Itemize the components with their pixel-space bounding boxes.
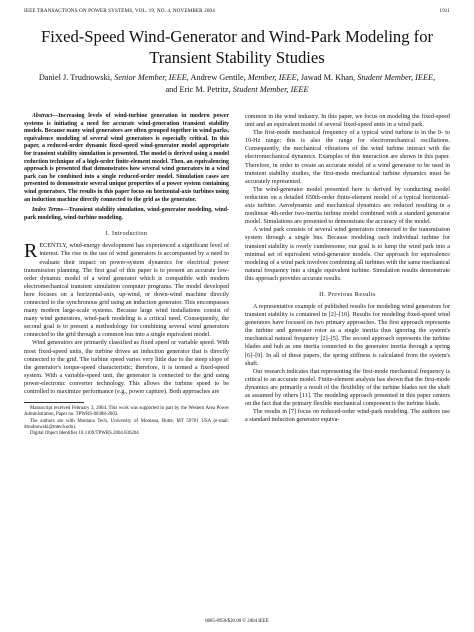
intro-paragraph-1-text: ECENTLY, wind-energy development has experienced a significant level of interest. The rise in the use of wind generators is accompanied by a need to evaluate their impact on power-system dynamics for electrical power transmission planning. The first goal of this paper is to present an accurate low-order dynamic model of a wind generator which is compatible with modern electromechanical transient simulation computer programs. The model developed here focuses on a horizontal-axis, up-wind, or down-wind machine directly connected to the synchronous grid using an induction generator. This encompasses many modern large-scale systems. Because large wind installations consist of many wind generators, wind-park modeling is a critical need. Consequently, the second goal is to present a methodology for combining several wind generators connected to the grid through a common bus into a single equivalent model. <box>24 243 229 339</box>
abstract-label: Abstract— <box>32 113 59 119</box>
copyright-identifier: 0885-8950/$20.00 © 2004 IEEE <box>205 619 269 624</box>
index-terms <box>24 207 229 222</box>
section-heading-previous-results: II. Previous Results <box>319 290 376 298</box>
journal-citation: IEEE TRANSACTIONS ON POWER SYSTEMS, VOL. 19, NO. 4, NOVEMBER 2004 <box>24 8 215 14</box>
page-number: 1911 <box>439 8 450 14</box>
footnote-manuscript: Manuscript received February 3, 2004. This work was supported in part by the Western Area Power Administration, Paper no. TPWRS-00388-2003. <box>24 406 229 418</box>
author-list <box>24 72 450 96</box>
section-heading-introduction: I. Introduction <box>105 230 148 238</box>
body-paragraph: The wind-generator model presented here is derived by conducting model reduction on a detailed 650th-order finite-element model of a typical horizontal-axis turbine. Aerodynamic and mechanical dynamics are reduced resulting in a nonlinear 4th-order two-inertia turbine model combined with a standard generator model. Simulations are presented to demonstrate the accuracy of the model. <box>245 186 450 226</box>
intro-paragraph-2: Wind generators are primarily classified as fixed speed or variable speed. With most fixed-speed units, the turbine drives an induction generator that is directly connected to the grid. The turbine speed varies very little due to the steep slope of the generator's torque-speed characteristic; therefore, it is termed a fixed-speed system. With a variable-speed unit, the generator is connected to the grid using power-electronic converter technology. This allows the turbine speed to be controlled to maximize performance (e.g., power capture). Both approaches are <box>24 340 229 395</box>
index-terms-label: Index Terms— <box>32 207 69 214</box>
author-name: Daniel J. Trudnowski, <box>38 73 115 82</box>
abstract <box>24 113 229 204</box>
body-paragraph: common in the wind industry. In this paper, we focus on modeling the fixed-speed unit and an equivalent model of several fixed-speed units in a wind park. <box>245 114 450 129</box>
abstract-text: Increasing levels of wind-turbine generation in modern power systems is initiating a need for accurate wind-generation transient stability models. Because many wind generators are often grouped together in wind parks, equivalence modeling of several wind generators is especially critical. In this paper, a reduced-order dynamic fixed-speed wind-generator model appropriate for transient stability simulation is presented. The model is derived using a model reduction technique of a high-order finite-element model. Then, an equivalencing approach is presented that demonstrates how several wind generators in a wind park can be combined into a single reduced-order model. Simulation cases are presented to demonstrate several unique properties of a power system containing wind generators. The results in this paper focus on horizontal-axis turbines using an induction machine directly connected to the grid as the generator. <box>24 113 229 203</box>
paper-title: Fixed-Speed Wind-Generator and Wind-Park Modeling for Transient Stability Studies <box>40 27 434 67</box>
author-line-1 <box>24 72 450 84</box>
body-paragraph: The first-mode mechanical frequency of a typical wind turbine is in the 0- to 10-Hz range; this is also the range for electromechanical oscillations. Consequently, the mechanical vibrations of the wind turbine interact with the electromechanical dynamics. Examples of this interaction are shown in this paper. Therefore, in order to create an accurate model of a wind generator to be used in transient stability studies, the first-mode mechanical turbine dynamics must be accurately represented. <box>245 130 450 185</box>
author-separator: , <box>433 73 436 82</box>
author-membership: Member, IEEE <box>247 73 297 82</box>
footnote-doi: Digital Object Identifier 10.1109/TPWRS.2004.836204 <box>30 431 139 437</box>
footnote-affiliation: The authors are with Montana Tech, University of Montana, Butte, MT 59701 USA (e-mail: dtrudnowski@mtech.edu). <box>24 418 229 430</box>
body-paragraph: The results in [7] focus on reduced-order wind-park modeling. The authors use a standard induction generator equiva- <box>245 409 450 424</box>
author-membership: Student Member, IEEE <box>357 73 434 82</box>
footnote-divider <box>24 402 84 403</box>
body-paragraph: A representative example of published results for modeling wind generators for transient stability is contained in [2]–[10]. Results for modeling fixed-speed wind generators have focused on two primary approaches. The first approach represents the turbine and generator rotor as a single inertia thus ignoring the system's mechanical natural frequency [2]–[5]. The second approach represents the turbine blades and hub as one inertia connected to the generator inertia through a spring [6]–[9]. In all of these papers, the spring stiffness is calculated from the system's shaft. <box>245 303 450 367</box>
author-name: and Eric M. Petritz, <box>165 85 233 94</box>
index-terms-text: Transient stability simulation, wind-generator modeling, wind-park modeling, wind-turbine modeling. <box>24 207 229 221</box>
author-membership: Senior Member, IEEE <box>114 73 187 82</box>
author-line-2 <box>24 84 450 96</box>
author-name: , Andrew Gentile, <box>186 73 248 82</box>
author-name: , Jawad M. Khan, <box>296 73 358 82</box>
body-paragraph: Our research indicates that representing the first-mode mechanical frequency is critical to an accurate model. Finite-element analysis has shown that the first-mode dynamics are primarily a result of the flexibility of the turbine blades not the shaft as assumed by others [11]. The modeling approach presented in this paper centers on the fact that the primary flexible mechanical component is the turbine blade. <box>245 368 450 408</box>
author-membership: Student Member, IEEE <box>232 85 309 94</box>
body-paragraph: A wind park consists of several wind generators connected to the transmission system through a single bus. Because modeling each individual turbine for transient stability is overly cumbersome, our goal is to lump the wind park into a minimal set of equivalent wind-generator models. Our approach for equivalence modeling of a wind park involves combining all turbines with the same mechanical natural frequency into a single equivalent turbine. Simulation results demonstrate this approach provides accurate results. <box>245 227 450 282</box>
left-column <box>24 113 229 438</box>
running-header <box>24 8 450 18</box>
intro-paragraph-1 <box>24 242 229 339</box>
drop-cap: R <box>24 240 38 263</box>
right-column <box>245 113 450 424</box>
